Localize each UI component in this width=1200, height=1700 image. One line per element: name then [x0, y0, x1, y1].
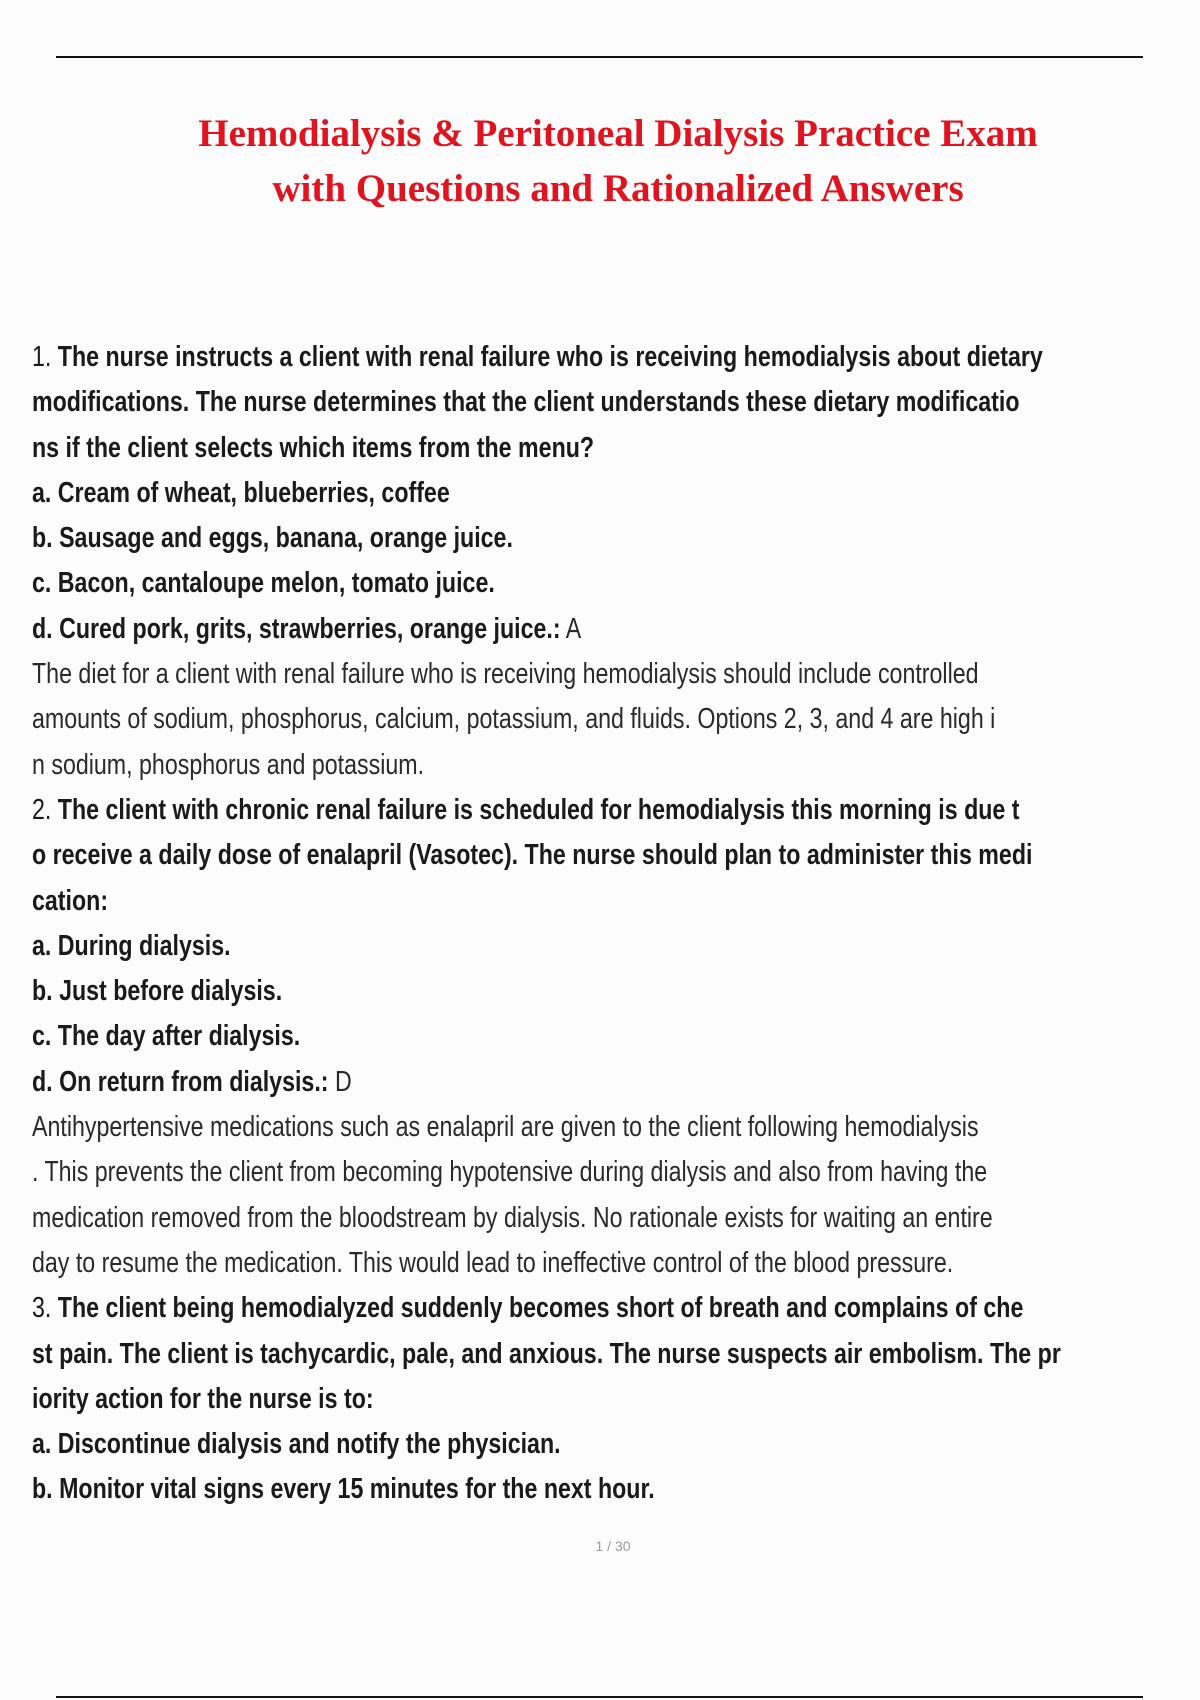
option-text: Bacon, cantaloupe melon, tomato juice.	[57, 567, 495, 600]
rationale-line	[32, 1241, 1200, 1286]
answer-option	[32, 1467, 1200, 1512]
title-line-2: with Questions and Rationalized Answers	[272, 167, 964, 210]
question-stem-text: modifications. The nurse determines that the client understands these dietary modificatio	[32, 386, 1020, 419]
option-text: Sausage and eggs, banana, orange juice.	[59, 522, 513, 555]
question-stem-line	[32, 1332, 1200, 1377]
question-stem-line	[32, 788, 1200, 833]
rationale-text: . This prevents the client from becoming hypotensive during dialysis and also from having the	[32, 1156, 988, 1189]
option-text: Monitor vital signs every 15 minutes for the next hour.	[59, 1473, 655, 1506]
option-text: The day after dialysis.	[57, 1020, 301, 1053]
answer-option	[32, 471, 1200, 516]
option-letter: c.	[32, 1020, 52, 1053]
question-stem-text: st pain. The client is tachycardic, pale, and anxious. The nurse suspects air embolism. The pr	[32, 1337, 1061, 1370]
rationale-text: The diet for a client with renal failure who is receiving hemodialysis should include controlled	[32, 658, 979, 691]
option-text: Discontinue dialysis and notify the physician.	[57, 1428, 561, 1461]
question-stem-text: The client being hemodialyzed suddenly becomes short of breath and complains of che	[57, 1292, 1024, 1325]
option-letter: b.	[32, 522, 53, 555]
answer-option	[32, 1422, 1200, 1467]
rationale-text: Antihypertensive medications such as enalapril are given to the client following hemodialysis	[32, 1111, 979, 1144]
page-indicator: 1 / 30	[595, 1538, 631, 1554]
option-text: Cured pork, grits, strawberries, orange juice.:	[59, 612, 561, 645]
rationale-text: amounts of sodium, phosphorus, calcium, potassium, and fluids. Options 2, 3, and 4 are high i	[32, 703, 996, 736]
answer-option	[32, 561, 1200, 606]
rationale-text: n sodium, phosphorus and potassium.	[32, 748, 425, 781]
rationale-line	[32, 1196, 1200, 1241]
option-text: On return from dialysis.:	[59, 1065, 329, 1098]
bottom-divider	[56, 1696, 1143, 1698]
correct-answer: D	[328, 1065, 352, 1098]
option-letter: d.	[32, 1065, 53, 1098]
rationale-line	[32, 1150, 1200, 1195]
rationale-line	[32, 743, 1200, 788]
question-stem-line	[32, 1286, 1200, 1331]
option-letter: b.	[32, 975, 53, 1008]
question-stem-line	[32, 426, 1200, 471]
option-letter: d.	[32, 612, 53, 645]
answer-option	[32, 607, 1200, 652]
rationale-line	[32, 697, 1200, 742]
top-divider	[56, 56, 1143, 58]
rationale-line	[32, 652, 1200, 697]
title-line-1: Hemodialysis & Peritoneal Dialysis Practice Exam	[198, 112, 1038, 155]
question-stem-text: iority action for the nurse is to:	[32, 1382, 374, 1415]
answer-option	[32, 516, 1200, 561]
question-stem-text: The nurse instructs a client with renal failure who is receiving hemodialysis about dietary	[57, 341, 1043, 373]
option-text: Just before dialysis.	[59, 975, 283, 1008]
question-stem-line	[32, 380, 1200, 425]
question-stem-text: The client with chronic renal failure is scheduled for hemodialysis this morning is due t	[57, 793, 1020, 826]
question-stem-text: ns if the client selects which items from the menu?	[32, 431, 595, 464]
question-number: 3.	[32, 1292, 52, 1325]
question-number: 2.	[32, 793, 52, 826]
rationale-text: medication removed from the bloodstream by dialysis. No rationale exists for waiting an entire	[32, 1201, 993, 1234]
answer-option	[32, 1014, 1200, 1059]
rationale-line	[32, 1105, 1200, 1150]
question-stem-line	[32, 833, 1200, 878]
option-text: Cream of wheat, blueberries, coffee	[57, 476, 450, 509]
option-letter: a.	[32, 929, 52, 962]
answer-option	[32, 1060, 1200, 1105]
option-letter: a.	[32, 1428, 52, 1461]
question-stem-text: o receive a daily dose of enalapril (Vasotec). The nurse should plan to administer this medi	[32, 839, 1033, 872]
question-stem-line	[32, 879, 1200, 924]
option-letter: b.	[32, 1473, 53, 1506]
option-text: During dialysis.	[57, 929, 231, 962]
option-letter: a.	[32, 476, 52, 509]
option-letter: c.	[32, 567, 52, 600]
answer-option	[32, 924, 1200, 969]
question-list	[32, 335, 1200, 1513]
question-stem-line	[32, 335, 1200, 380]
rationale-text: day to resume the medication. This would lead to ineffective control of the blood pressure.	[32, 1246, 954, 1279]
answer-option	[32, 969, 1200, 1014]
question-number: 1.	[32, 341, 52, 373]
question-stem-text: cation:	[32, 884, 109, 917]
correct-answer: A	[560, 612, 582, 645]
document-title	[0, 106, 1200, 216]
question-stem-line	[32, 1377, 1200, 1422]
